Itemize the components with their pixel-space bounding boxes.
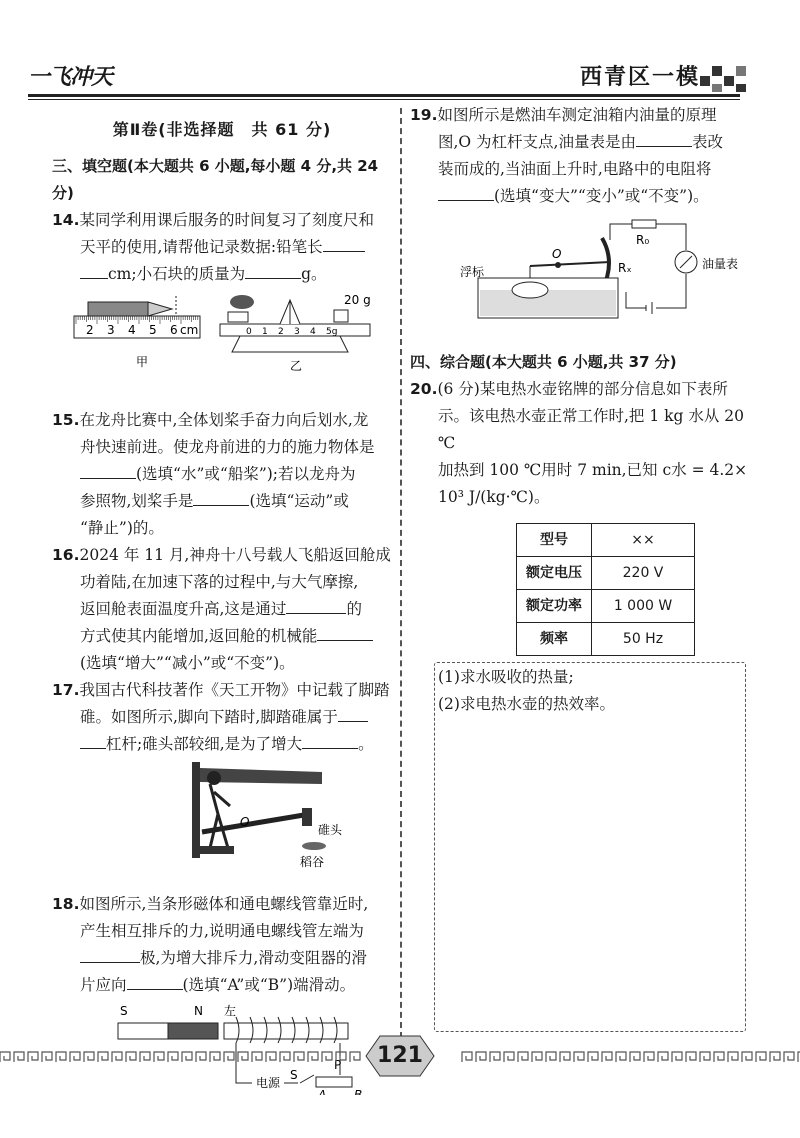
footer-key-motif [546,1052,556,1062]
q15-line3: (选填“水”或“船桨”);若以龙舟为 [52,461,392,488]
footer-key-motif [630,1052,640,1062]
footer-key-motif [770,1052,780,1062]
q20-line1: 20.(6 分)某电热水壶铭牌的部分信息如下表所 [410,380,728,398]
header-rule-thin [28,99,740,100]
magnet-n: N [194,1004,203,1018]
kettle-spec-table [516,523,695,656]
q19-line2: 图,O 为杠杆支点,油量表是由 表改 [410,129,755,156]
q18-line3: 极,为增大排斥力,滑动变阻器的滑 [52,945,392,972]
q16-method-blank[interactable] [286,597,346,614]
ruler-tick-3: 3 [107,323,115,337]
q19-line1: 19.如图所示是燃油车测定油箱内油量的原理 [410,106,717,124]
fig-label-jia: 甲 [136,355,149,369]
q14-pencil-length-blank-cont[interactable] [80,262,108,279]
q19-line4: (选填“变大”“变小”或“不变”)。 [410,183,755,210]
footer-key-motif [504,1052,514,1062]
footer-key-motif [518,1052,528,1062]
q20-sub1: (1)求水吸收的热量; [438,668,574,686]
q18-line4: 片应向 (选填“A”或“B”)端滑动。 [52,972,392,999]
weight-label: 20 g [344,294,371,307]
footer-key-motif [532,1052,542,1062]
right-column [410,102,755,718]
footer-key-motif [658,1052,668,1062]
footer-key-motif [126,1052,136,1062]
q17-figure [52,762,382,872]
footer-key-motif [154,1052,164,1062]
footer-key-motif [14,1052,24,1062]
header-rule [28,94,740,97]
footer-key-motif [266,1052,276,1062]
q14-line3: cm;小石块的质量为 g。 [52,261,392,288]
q15-force-source-blank[interactable] [80,462,136,479]
q17-lever-type-blank-cont[interactable] [80,732,106,749]
float-label: 浮标 [460,265,485,279]
footer-key-motif [56,1052,66,1062]
q17-rice-label: 稻谷 [300,855,325,869]
q14-pencil-length-blank[interactable] [323,235,365,252]
svg-text:5g: 5g [326,327,338,337]
part3-heading: 三、填空题(本大题共 6 小题,每小题 4 分,共 24 分) [52,157,379,202]
footer-key-motif [462,1052,472,1062]
footer-key-motif [252,1052,262,1062]
q15-line2: 舟快速前进。使龙舟前进的力的施力物体是 [80,438,375,456]
column-divider [400,108,402,1038]
footer-key-motif [224,1052,234,1062]
footer-key-motif [714,1052,724,1062]
exam-region-title: 西青区一模 [580,65,701,90]
footer-key-motif [700,1052,710,1062]
svg-text:3: 3 [294,327,300,337]
q16-energy-blank[interactable] [317,624,373,641]
ruler-unit: cm [180,323,199,337]
footer-key-motif [294,1052,304,1062]
footer-key-motif [84,1052,94,1062]
q19-figure [460,216,760,326]
q17-line2: 碓。如图所示,脚向下踏时,脚踏碓属于 [52,704,392,731]
q19-pivot-o: O [552,247,562,261]
ruler-tick-5: 5 [149,323,157,337]
q14-line1: 14.某同学利用课后服务的时间复习了刻度尺和 [52,211,374,229]
ruler-tick-2: 2 [86,323,94,337]
coil-left-label: 左 [224,1004,237,1018]
footer-key-motif [336,1052,346,1062]
footer-key-motif [238,1052,248,1062]
q20-line2: 示。该电热水壶正常工作时,把 1 kg 水从 20 ℃ [438,407,745,452]
q15-line4: 参照物,划桨手是 (选填“运动”或 [52,488,392,515]
part4-heading: 四、综合题(本大题共 6 小题,共 37 分) [410,353,677,371]
footer-key-motif [574,1052,584,1062]
q14-line2: 天平的使用,请帮他记录数据:铅笔长 [52,234,392,261]
q17-increase-blank[interactable] [302,732,358,749]
q16-line1: 16.2024 年 11 月,神舟十八号载人飞船返回舱成 [52,546,391,564]
fig-label-yi: 乙 [290,359,303,373]
footer-key-motif [350,1052,360,1062]
q20-sub2: (2)求电热水壶的热效率。 [438,695,615,713]
q17-line3: 杠杆;碓头部较细,是为了增大 。 [52,731,392,758]
footer-key-motif [308,1052,318,1062]
table-row: 频率 50 Hz [517,623,695,656]
q19-meter-type-blank[interactable] [636,130,692,147]
svg-text:1: 1 [262,327,268,337]
footer-key-motif [98,1052,108,1062]
footer-key-motif [728,1052,738,1062]
q20-line4: 10³ J/(kg·℃)。 [438,488,550,506]
answer-box[interactable] [434,662,746,1032]
footer-key-motif [490,1052,500,1062]
q17-line1: 17.我国古代科技著作《天工开物》中记载了脚踏 [52,681,390,699]
rx-label: Rₓ [618,261,632,275]
footer-key-motif [280,1052,290,1062]
q16-line3: 返回舱表面温度升高,这是通过 的 [52,596,392,623]
q19-line3: 装而成的,当油面上升时,电路中的电阻将 [438,160,712,178]
q14-figure [52,294,382,392]
q16-line5: (选填“增大”“减小”或“不变”)。 [80,654,295,672]
ruler-tick-6: 6 [170,323,178,337]
power-label: 电源 [256,1076,281,1090]
end-b: B [354,1088,363,1095]
footer-key-motif [672,1052,682,1062]
ruler-tick-4: 4 [128,323,136,337]
q15-line5: “静止”)的。 [80,519,164,537]
table-row: 额定功率 1 000 W [517,590,695,623]
footer-key-motif [602,1052,612,1062]
magnet-s: S [120,1004,128,1018]
footer-key-motif [588,1052,598,1062]
q14-number: 14. [52,211,80,229]
q20-line3: 加热到 100 ℃用时 7 min,已知 c水 = 4.2× [438,461,748,479]
section-title: 第Ⅱ卷(非选择题 共 61 分) [112,120,332,139]
q16-line2: 功着陆,在加速下落的过程中,与大气摩擦, [80,573,359,591]
end-a: A [318,1088,327,1095]
q17-head-label: 碓头 [318,823,343,837]
r0-label: R₀ [636,233,650,247]
brand-logo: 一飞冲天 [28,65,113,90]
switch-label: S [290,1068,298,1082]
svg-text:2: 2 [278,327,284,337]
footer-key-motif [560,1052,570,1062]
checker-decoration [700,58,748,94]
q15-motion-blank[interactable] [193,489,249,506]
table-row: 型号 ×× [517,524,695,557]
page-number: 121 [377,1043,423,1068]
q18-line2: 产生相互排斥的力,说明通电螺线管左端为 [80,922,364,940]
q15-line1: 15.在龙舟比赛中,全体划桨手奋力向后划水,龙 [52,411,369,429]
footer-key-motif [210,1052,220,1062]
q16-line4: 方式使其内能增加,返回舱的机械能 [52,623,392,650]
footer-key-motif [784,1052,794,1062]
footer-key-motif [140,1052,150,1062]
left-column [52,116,392,1104]
footer-key-motif [686,1052,696,1062]
footer-key-motif [70,1052,80,1062]
q18-slide-direction-blank[interactable] [127,973,183,990]
footer-key-motif [42,1052,52,1062]
footer-key-motif [616,1052,626,1062]
footer-key-motif [196,1052,206,1062]
q17-lever-type-blank[interactable] [338,705,368,722]
q19-resistance-blank[interactable] [438,184,494,201]
svg-text:0: 0 [246,327,252,337]
footer-key-motif [0,1052,10,1062]
footer-key-motif [112,1052,122,1062]
q17-pivot-o: O [240,815,250,829]
footer-key-motif [182,1052,192,1062]
footer-key-motif [756,1052,766,1062]
footer-key-motif [322,1052,332,1062]
footer-key-motif [28,1052,38,1062]
q18-line1: 18.如图所示,当条形磁体和通电螺线管靠近时, [52,895,369,913]
table-row: 额定电压 220 V [517,557,695,590]
footer-key-motif [168,1052,178,1062]
footer-key-motif [742,1052,752,1062]
q14-mass-blank[interactable] [245,262,301,279]
oil-meter-label: 油量表 [702,257,739,271]
svg-text:4: 4 [310,327,316,337]
q18-pole-blank[interactable] [80,946,140,963]
slider-p: P [334,1058,342,1072]
footer-key-motif [476,1052,486,1062]
footer-key-motif [644,1052,654,1062]
